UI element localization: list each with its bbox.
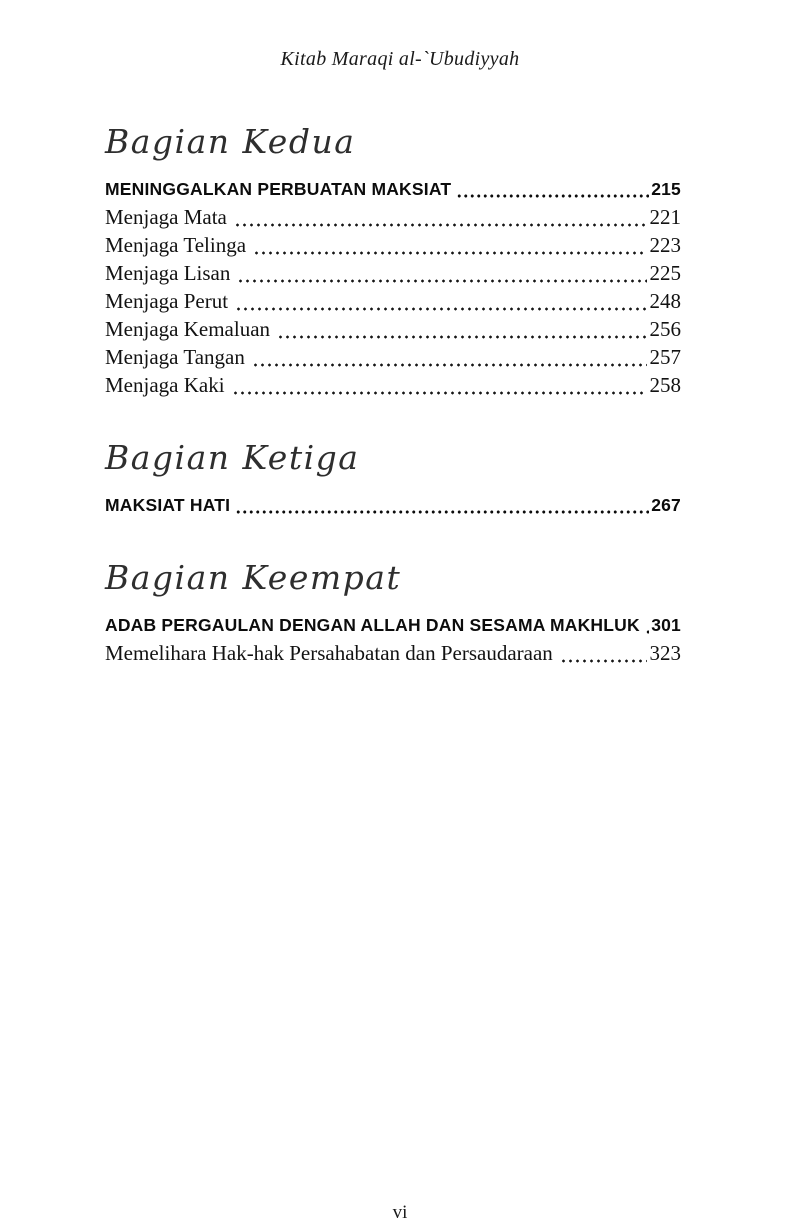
dot-leader (232, 385, 647, 395)
toc-section-2 (105, 433, 681, 519)
toc-entry-page-number: 248 (649, 289, 681, 313)
toc-entry-title: Menjaga Perut (105, 289, 229, 313)
section-heading: Bagian Ketiga (105, 438, 360, 477)
toc-entry-title: MAKSIAT HATI (105, 495, 231, 515)
toc-entry-page-number: 215 (651, 179, 681, 199)
toc-entry (105, 315, 681, 343)
toc-entry-page-number: 258 (649, 373, 681, 397)
book-page (0, 48, 800, 1226)
toc-entry (105, 259, 681, 287)
table-of-contents (0, 117, 800, 667)
toc-entry (105, 491, 681, 519)
dot-leader (253, 245, 646, 255)
toc-entry (105, 371, 681, 399)
toc-entry-page-number: 221 (649, 205, 681, 229)
running-header: Kitab Maraqi al-`Ubudiyyah (280, 48, 520, 70)
toc-entry-title: MENINGGALKAN PERBUATAN MAKSIAT (105, 179, 452, 199)
dot-leader (252, 357, 647, 367)
toc-entry-title: Menjaga Kaki (105, 373, 225, 397)
section-heading: Bagian Keempat (105, 558, 402, 597)
toc-entry-title: Menjaga Lisan (105, 261, 231, 285)
toc-entry (105, 231, 681, 259)
dot-leader (235, 301, 646, 311)
dot-leader (237, 273, 646, 283)
toc-entry (105, 639, 681, 667)
toc-entry-title: Menjaga Tangan (105, 345, 245, 369)
toc-entry-title: Menjaga Telinga (105, 233, 247, 257)
toc-section-3 (105, 553, 681, 667)
dot-leader (235, 504, 649, 514)
section-heading: Bagian Kedua (105, 122, 356, 161)
dot-leader (560, 653, 647, 663)
dot-leader (234, 217, 647, 227)
toc-entry-page-number: 267 (651, 495, 681, 515)
toc-entry-page-number: 323 (649, 641, 681, 665)
dot-leader (277, 329, 646, 339)
toc-section-1 (105, 117, 681, 399)
toc-entry-page-number: 301 (651, 615, 681, 635)
toc-entry (105, 611, 681, 639)
page-number: vi (392, 1202, 408, 1223)
toc-entry-title: ADAB PERGAULAN DENGAN ALLAH DAN SESAMA MAKHLUK (105, 615, 640, 635)
toc-entry-page-number: 225 (649, 261, 681, 285)
toc-entry (105, 203, 681, 231)
dot-leader (456, 188, 649, 198)
toc-entry-title: Memelihara Hak-hak Persahabatan dan Persaudaraan (105, 641, 553, 665)
dot-leader (645, 624, 649, 634)
toc-entry-page-number: 256 (649, 317, 681, 341)
toc-entry (105, 287, 681, 315)
toc-entry-page-number: 223 (649, 233, 681, 257)
toc-entry (105, 343, 681, 371)
toc-entry-title: Menjaga Kemaluan (105, 317, 271, 341)
toc-entry-title: Menjaga Mata (105, 205, 227, 229)
toc-entry-page-number: 257 (649, 345, 681, 369)
toc-entry (105, 175, 681, 203)
